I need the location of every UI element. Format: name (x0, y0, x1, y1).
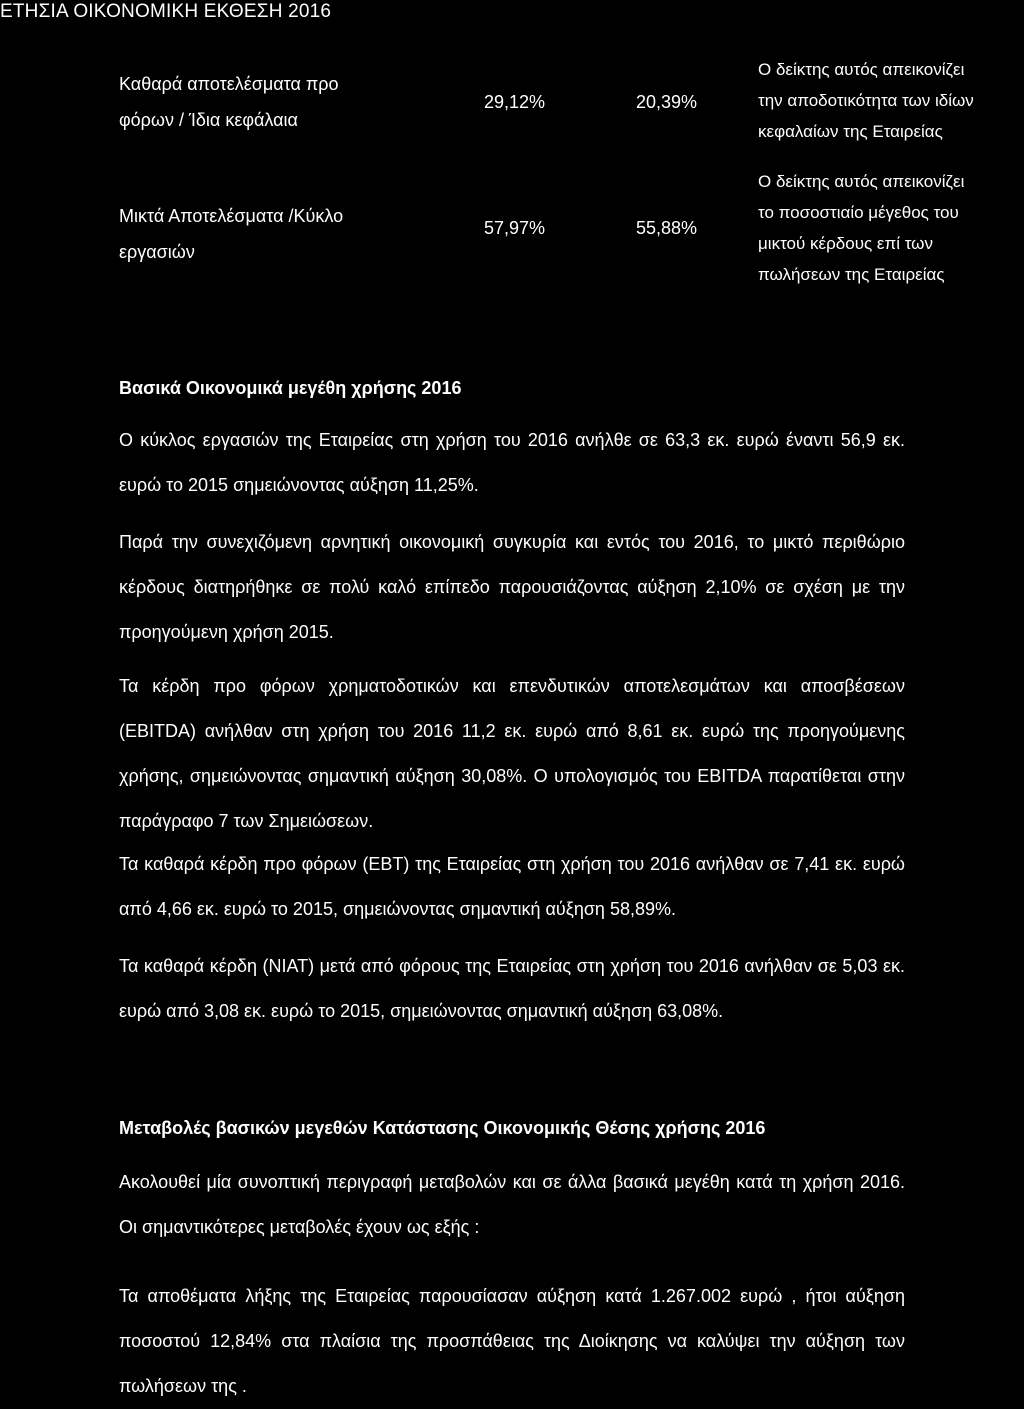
section-title: Βασικά Οικονομικά μεγέθη χρήσης 2016 (119, 378, 462, 398)
paragraph: Τα καθαρά κέρδη (NIAT) μετά από φόρους της Εταιρείας στη χρήση του 2016 ανήλθαν σε 5,03 εκ. ευρώ από 3,08 εκ. ευρώ το 2015, σημειώνοντας σημαντική αύξηση 63,08%. (119, 956, 905, 1021)
ratio-value-2015: 20,39% (636, 92, 698, 112)
ratio-value-2015: 55,88% (636, 218, 698, 238)
ratio-name-line: εργασιών (119, 242, 195, 262)
ratio-name-line: φόρων / Ίδια κεφάλαια (119, 110, 298, 130)
paragraph: Παρά την συνεχιζόμενη αρνητική οικονομική συγκυρία και εντός του 2016, το μικτό περιθώριο κέρδους διατηρήθηκε σε πολύ καλό επίπεδο παρουσιάζοντας αύξηση 2,10% σε σχέση με την προηγούμενη χρήση 2015. (119, 532, 905, 642)
ratio-description: Ο δείκτης αυτός απεικονίζει το ποσοστιαίο μέγεθος του μικτού κέρδους επί των πωλήσεων της Εταιρείας (758, 172, 965, 284)
ratio-value-2016: 29,12% (484, 92, 546, 112)
paragraph: Ακολουθεί μία συνοπτική περιγραφή μεταβολών και σε άλλα βασικά μεγέθη κατά τη χρήση 2016. Οι σημαντικότερες μεταβολές έχουν ως εξής : (119, 1172, 905, 1237)
ratio-name-line: Μικτά Αποτελέσματα /Κύκλο (119, 206, 344, 226)
ratio-name (119, 66, 339, 138)
paragraph: Τα καθαρά κέρδη προ φόρων (EBT) της Εταιρείας στη χρήση του 2016 ανήλθαν σε 7,41 εκ. ευρώ από 4,66 εκ. ευρώ το 2015, σημειώνοντας σημαντική αύξηση 58,89%. (119, 854, 905, 919)
report-header: ΕΤΗΣΙΑ ΟΙΚΟΝΟΜΙΚΗ ΕΚΘΕΣΗ 2016 (0, 1, 332, 22)
paragraph: Ο κύκλος εργασιών της Εταιρείας στη χρήση του 2016 ανήλθε σε 63,3 εκ. ευρώ έναντι 56,9 εκ. ευρώ το 2015 σημειώνοντας αύξηση 11,25%. (119, 430, 905, 495)
paragraph: Τα αποθέματα λήξης της Εταιρείας παρουσίασαν αύξηση κατά 1.267.002 ευρώ , ήτοι αύξηση ποσοστού 12,84% στα πλαίσια της προσπάθειας της Διοίκησης να καλύψει την αύξηση των πωλήσεων της . (119, 1286, 905, 1396)
paragraph: Τα κέρδη προ φόρων χρηματοδοτικών και επενδυτικών αποτελεσμάτων και αποσβέσεων (EBITDA) ανήλθαν στη χρήση του 2016 11,2 εκ. ευρώ από 8,61 εκ. ευρώ της προηγούμενης χρήσης, σημειώνοντας σημαντική αύξηση 30,08%. Ο υπολογισμός του EBITDA παρατίθεται στην παράγραφο 7 των Σημειώσεων. (119, 676, 905, 831)
ratio-row-roe (0, 60, 1024, 160)
section-title: Μεταβολές βασικών μεγεθών Κατάστασης Οικονομικής Θέσης χρήσης 2016 (119, 1118, 766, 1138)
ratio-name-line: Καθαρά αποτελέσματα προ (119, 74, 339, 94)
ratio-name (119, 198, 343, 270)
ratio-value-2016: 57,97% (484, 218, 546, 238)
ratio-description: Ο δείκτης αυτός απεικονίζει την αποδοτικότητα των ιδίων κεφαλαίων της Εταιρείας (758, 60, 974, 141)
ratio-row-gross-margin (0, 172, 1024, 300)
